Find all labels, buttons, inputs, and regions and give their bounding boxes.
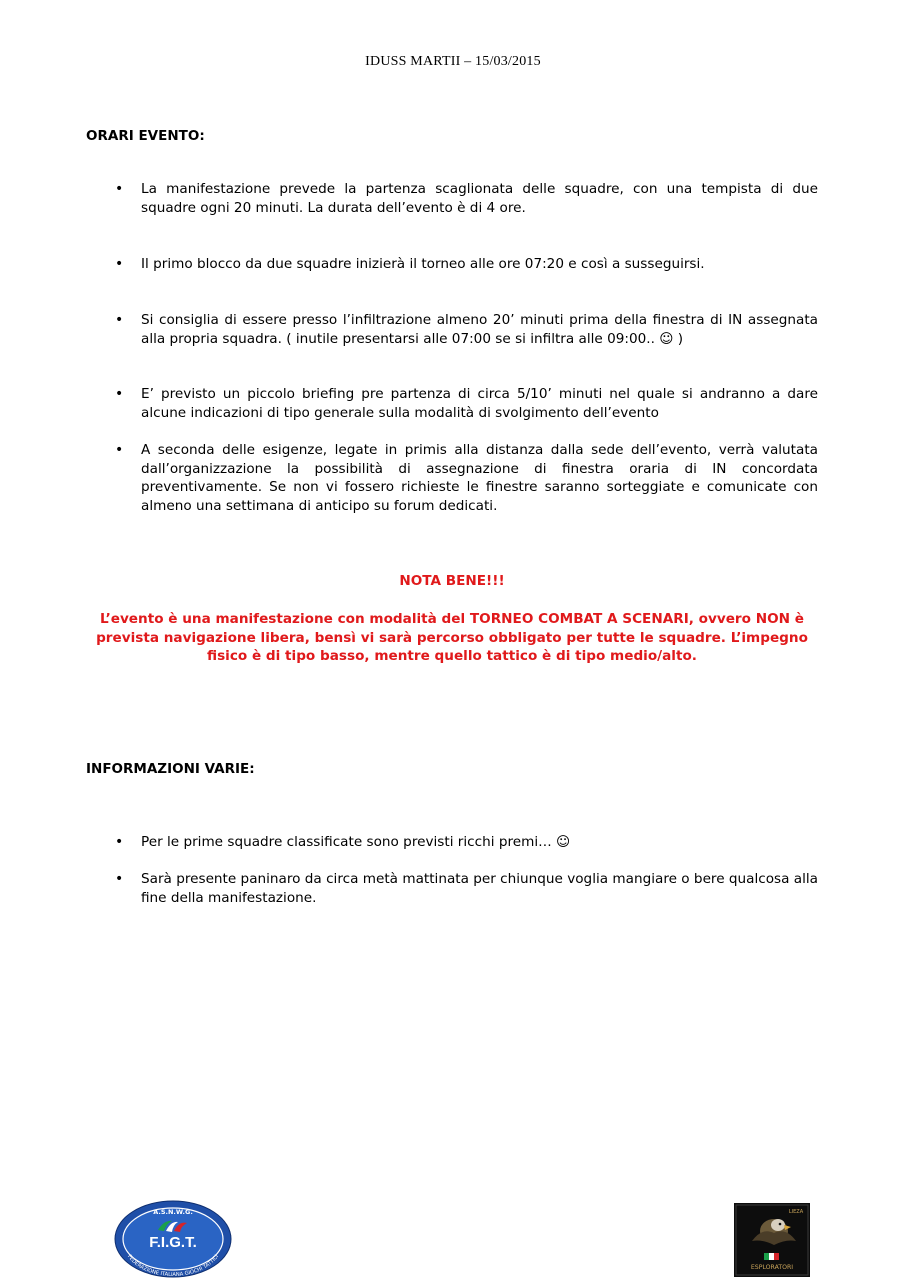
bullet-icon: • [115,256,124,272]
esploratori-logo [734,1203,810,1277]
italian-flag-icon [764,1253,779,1260]
list-item-text: Sarà presente paninaro da circa metà mattinata per chiunque voglia mangiare o bere qualcosa alla fine della manifestazione. [141,871,818,906]
figt-top-text: A.S.N.W.G. [153,1208,193,1216]
bullet-icon: • [115,442,124,458]
list-item-text: Per le prime squadre classificate sono previsti ricchi premi… ☺ [141,834,571,850]
bullet-icon: • [115,312,124,328]
lieza-text: LIEZA [788,1209,804,1215]
list-item-text: E’ previsto un piccolo briefing pre partenza di circa 5/10’ minuti nel quale si andranno a dare alcune indicazioni di tipo generale sulla modalità di svolgimento dell’evento [141,386,818,421]
list-item-text: La manifestazione prevede la partenza scaglionata delle squadre, con una tempista di due squadre ogni 20 minuti. La durata dell’evento è di 4 ore. [141,181,818,216]
bullet-icon: • [115,871,124,887]
nota-bene-body: L’evento è una manifestazione con modalità del TORNEO COMBAT A SCENARI, ovvero NON è prevista navigazione libera, bensì vi sarà percorso obbligato per tutte le squadre. L’impegno fisico è di tipo basso, mentre quello tattico è di tipo medio/alto. [96,611,808,664]
section-title-info: INFORMAZIONI VARIE: [86,761,255,777]
bullet-icon: • [115,834,124,850]
list-item-text: A seconda delle esigenze, legate in primis alla distanza dalla sede dell’evento, verrà valutata dall’organizzazione la possibilità di assegnazione di finestra oraria di IN concordata preventivamente. Se non vi fossero richieste le finestre saranno sorteggiate e comunicate con almeno una settimana di anticipo su forum dedicati. [141,442,818,514]
list-item-text: Si consiglia di essere presso l’infiltrazione almeno 20’ minuti prima della finestra di IN assegnata alla propria squadra. ( inutile presentarsi alle 07:00 se si infiltra alle 09:00.. ☺ ) [141,312,818,347]
page-header: IDUSS MARTII – 15/03/2015 [365,54,541,69]
list-item-text: Il primo blocco da due squadre inizierà il torneo alle ore 07:20 e così a susseguirsi. [141,256,705,272]
nota-bene-title: NOTA BENE!!! [399,573,505,589]
bullet-icon: • [115,181,124,197]
bullet-icon: • [115,386,124,402]
esploratori-text: ESPLORATORI [750,1264,794,1271]
section-title-orari: ORARI EVENTO: [86,128,205,144]
figt-logo [114,1200,232,1278]
figt-main-text: F.I.G.T. [149,1234,197,1251]
figt-ring-text: FEDERAZIONE ITALIANA GIOCHI TATTICI [125,1253,221,1278]
